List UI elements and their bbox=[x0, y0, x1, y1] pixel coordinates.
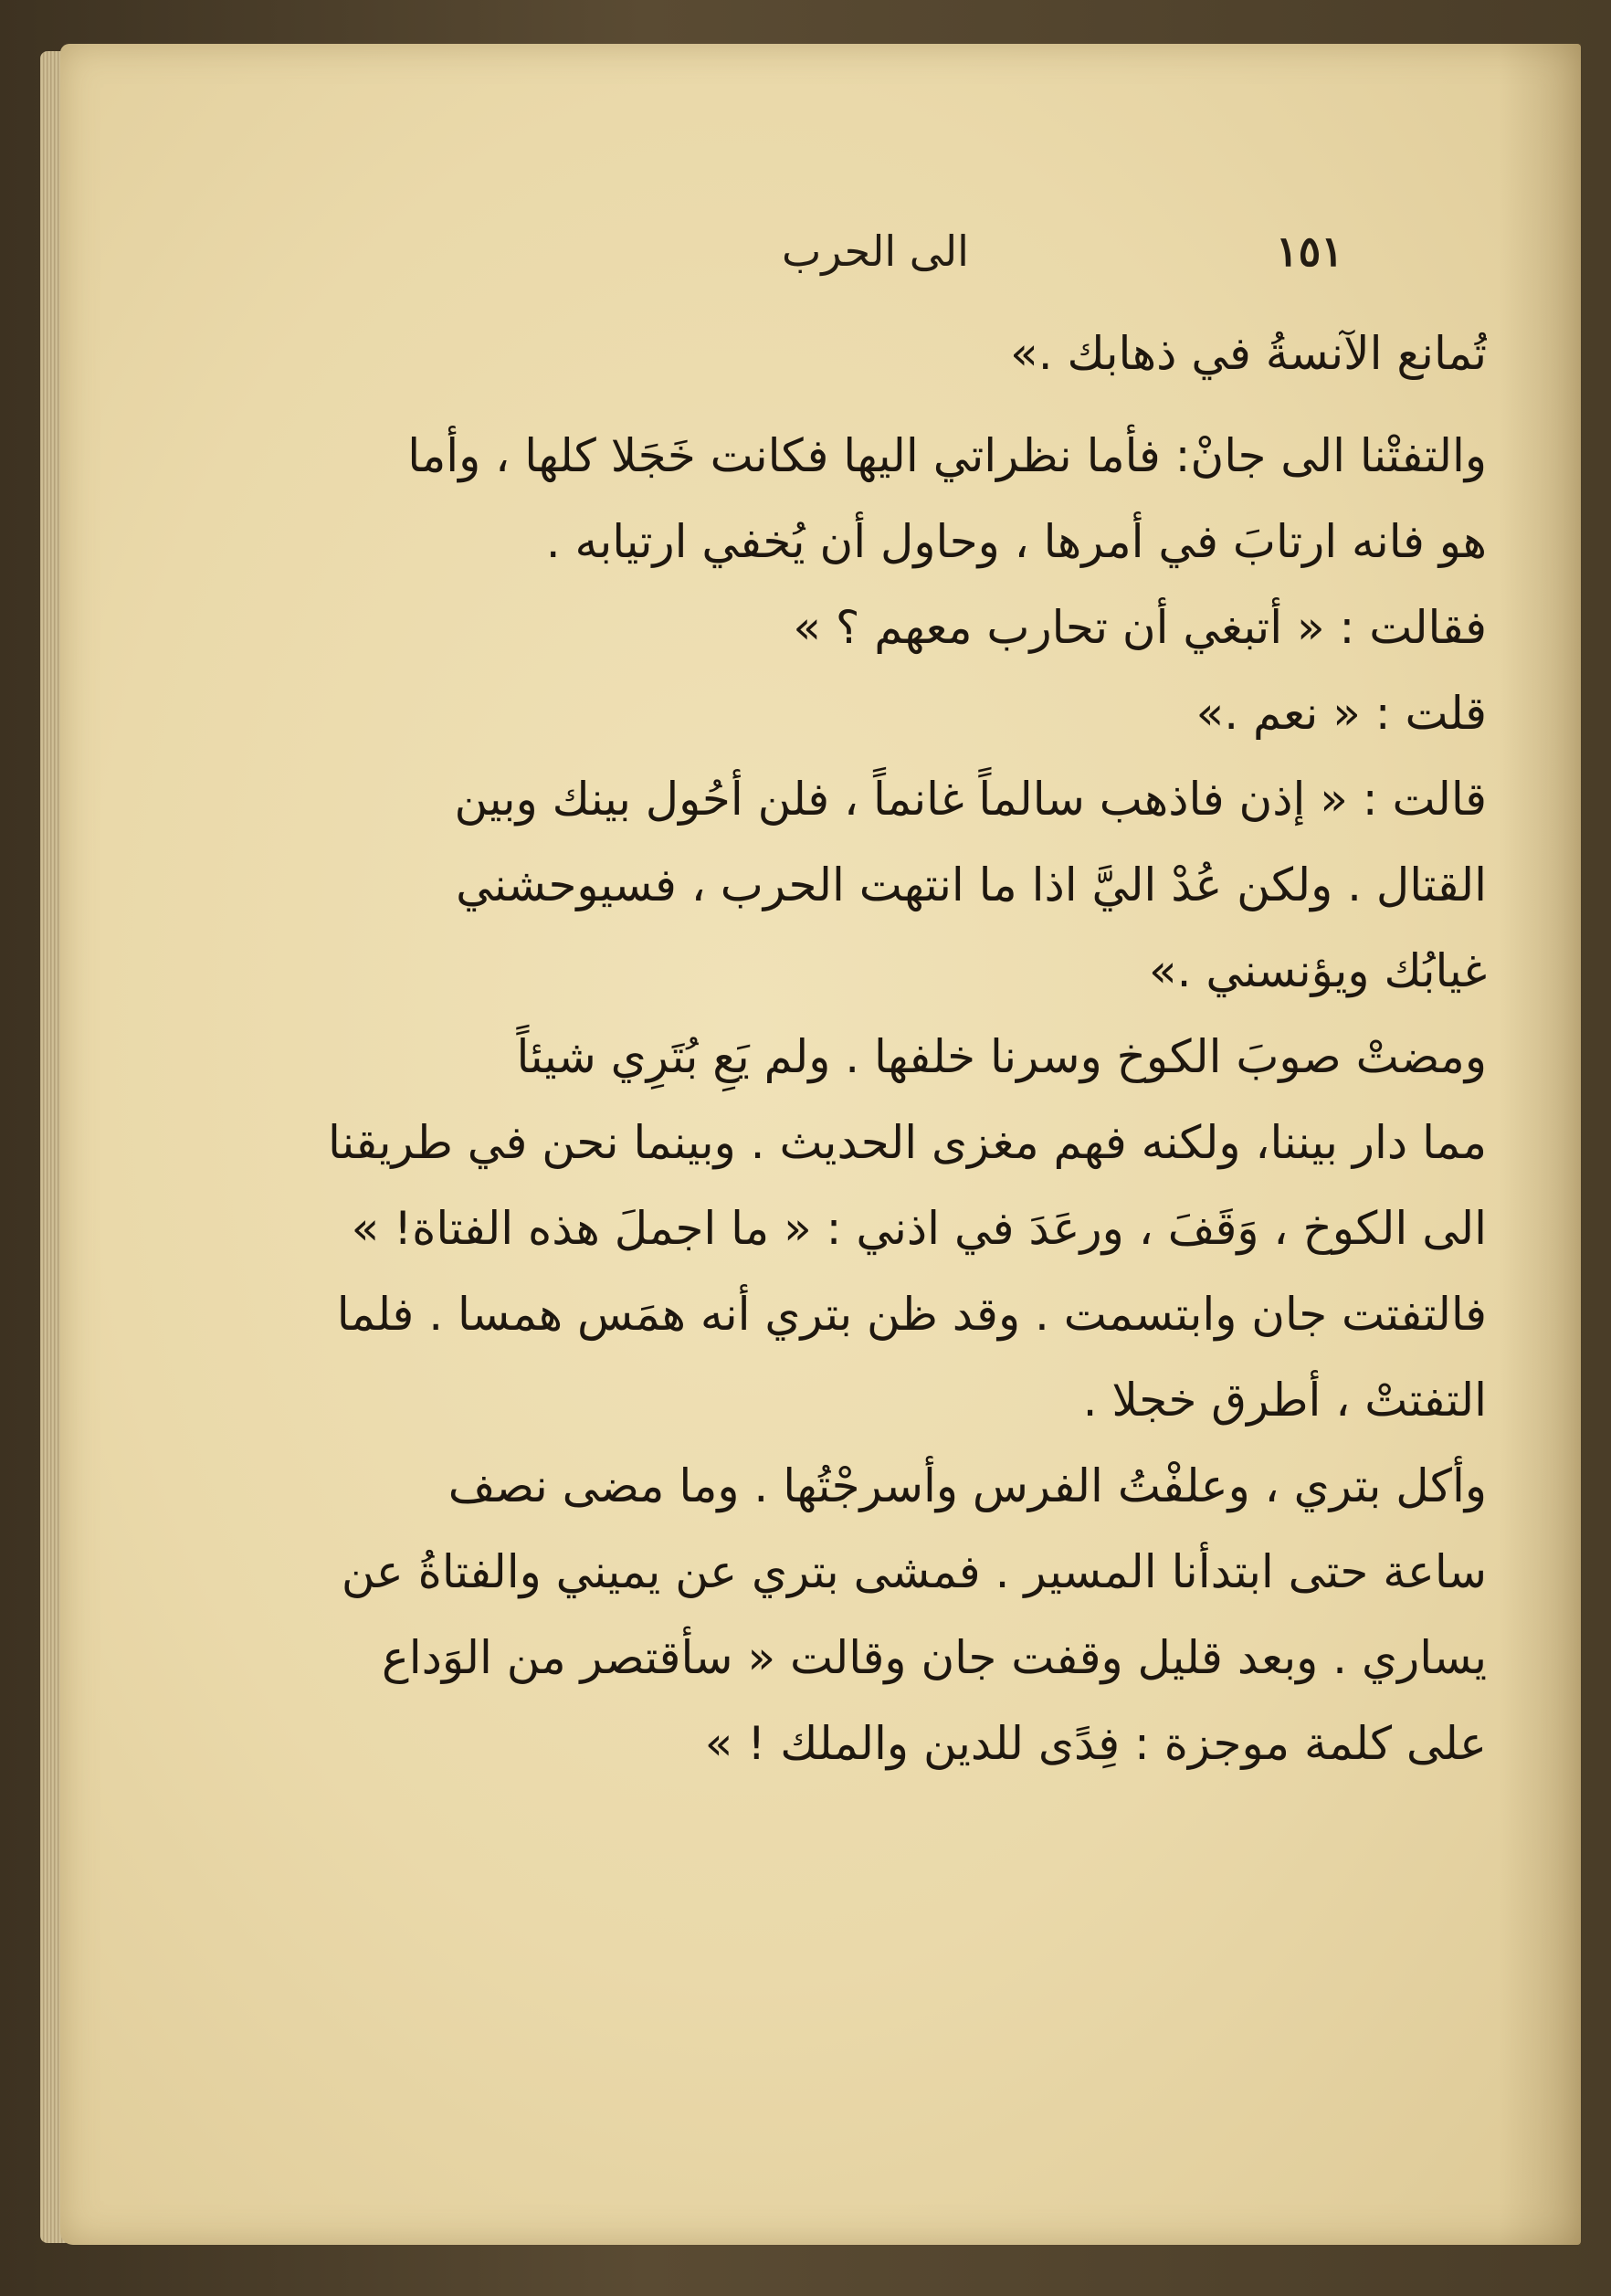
text-line: ومضتْ صوبَ الكوخ وسرنا خلفها . ولم يَعِ بُتَرِي شيئاً bbox=[516, 1030, 1487, 1083]
text-line: وأكل بتري ، وعلفْتُ الفرس وأسرجْتُها . وما مضى نصف bbox=[448, 1459, 1487, 1512]
text-line: غيابُك ويؤنسني .» bbox=[1149, 944, 1487, 997]
book-page bbox=[60, 44, 1581, 2245]
text-body bbox=[321, 311, 1487, 1786]
page-spine-shadow bbox=[1499, 44, 1581, 2245]
text-line: على كلمة موجزة : فِدًى للدين والملك ! » bbox=[704, 1717, 1487, 1770]
text-line: فقالت : « أتبغي أن تحارب معهم ؟ » bbox=[793, 601, 1487, 654]
text-line: مما دار بيننا، ولكنه فهم مغزى الحديث . وبينما نحن في طريقنا bbox=[327, 1116, 1487, 1169]
text-line: تُمانع الآنسةُ في ذهابك .» bbox=[1010, 327, 1487, 380]
text-line: الى الكوخ ، وَقَفَ ، ورعَدَ في اذني : « ما اجملَ هذه الفتاة! » bbox=[351, 1202, 1487, 1255]
text-line: هو فانه ارتابَ في أمرها ، وحاول أن يُخفي ارتيابه . bbox=[545, 515, 1487, 568]
text-line: قالت : « إذن فاذهب سالماً غانماً ، فلن أحُول بينك وبين bbox=[454, 773, 1487, 826]
page-number: ١٥١ bbox=[1275, 226, 1343, 276]
text-line: فالتفتت جان وابتسمت . وقد ظن بتري أنه همَس همسا . فلما bbox=[336, 1288, 1487, 1341]
text-line: التفتتْ ، أطرق خجلا . bbox=[1082, 1374, 1487, 1427]
text-line: قلت : « نعم .» bbox=[1195, 687, 1487, 740]
running-title: الى الحرب bbox=[782, 226, 969, 276]
text-line: والتفتْنا الى جانْ: فأما نظراتي اليها فكانت خَجَلا كلها ، وأما bbox=[407, 429, 1487, 482]
text-line: يساري . وبعد قليل وقفت جان وقالت « سأقتصر من الوَداع bbox=[381, 1631, 1487, 1684]
text-line: ساعة حتى ابتدأنا المسير . فمشى بتري عن يميني والفتاةُ عن bbox=[341, 1545, 1487, 1598]
text-line: القتال . ولكن عُدْ اليَّ اذا ما انتهت الحرب ، فسيوحشني bbox=[456, 858, 1487, 911]
